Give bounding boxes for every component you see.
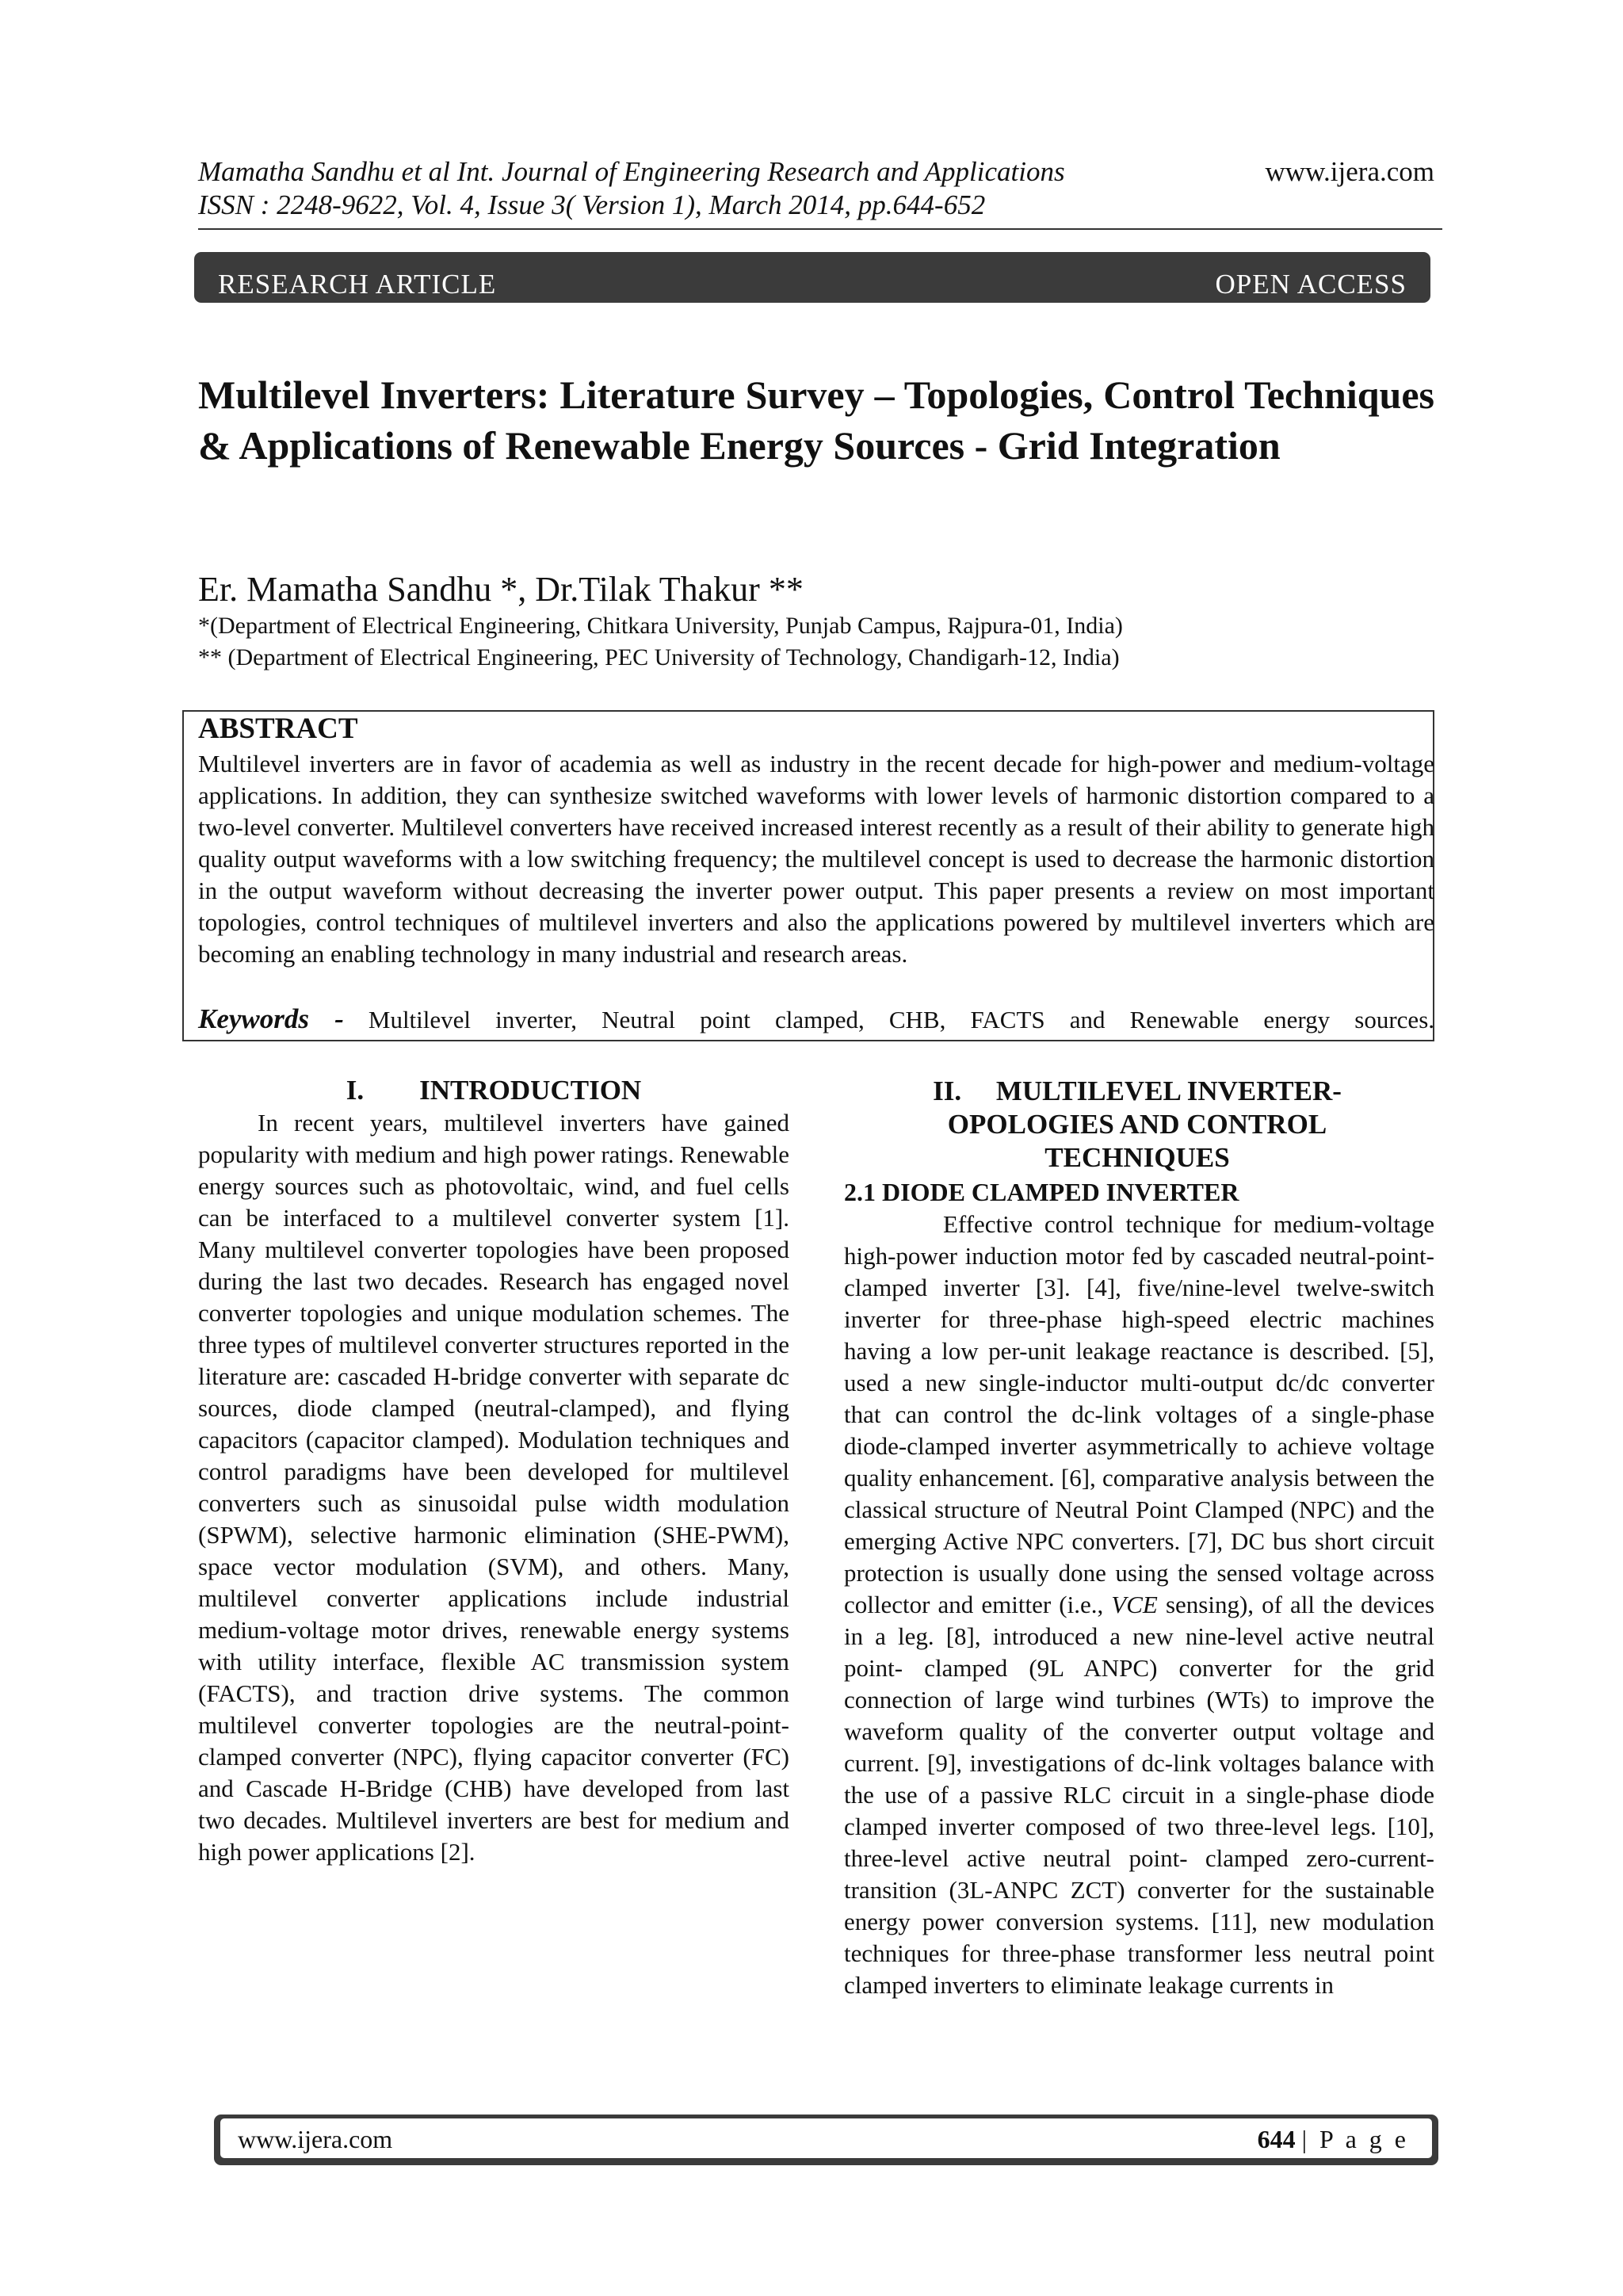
- keywords-line: [198, 1003, 1434, 1036]
- section-2-title-line2: OPOLOGIES AND CONTROL: [947, 1109, 1327, 1140]
- open-access-label: OPEN ACCESS: [1215, 269, 1407, 300]
- diode-clamped-text-2: sensing), of all the devices in a leg. [8], introduced a new nine-level active neutral point- clamped (9L ANPC) converter for the grid connection of large wind turbines (WTs) to improve the waveform quality of the converter output voltage and current. [9], investigations of dc-link voltages balance with the use of a passive RLC circuit in a single-phase diode clamped inverter composed of two three-level legs. [10], three-level active neutral point- clamped zero-current-transition (3L-ANPC ZCT) converter for the sustainable energy power conversion systems. [11], new modulation techniques for three-phase transformer less neutral point clamped inverters to eliminate leakage currents in: [844, 1591, 1435, 1999]
- diode-clamped-text-1: Effective control technique for medium-voltage high-power induction motor fed by cascaded neutral-point-clamped inverter [3]. [4], five/nine-level twelve-switch inverter for three-phase high-speed electric machines having a low per-unit leakage reactance is described. [5], used a new single-inductor multi-output dc/dc converter that can control the dc-link voltages of a single-phase diode-clamped inverter asymmetrically to achieve voltage quality enhancement. [6], comparative analysis between the classical structure of Neutral Point Clamped (NPC) and the emerging Active NPC converters. [7], DC bus short circuit protection is usually done using the sensed voltage across collector and emitter (i.e.,: [844, 1210, 1434, 1618]
- article-type-banner: [194, 252, 1430, 303]
- affiliation-2: ** (Department of Electrical Engineering, PEC University of Technology, Chandigarh-12, India): [198, 644, 1120, 670]
- vce-symbol: VCE: [1111, 1591, 1158, 1618]
- keywords-list: Multilevel inverter, Neutral point clamped, CHB, FACTS and Renewable energy sources.: [368, 1006, 1435, 1033]
- research-article-label: RESEARCH ARTICLE: [218, 269, 497, 300]
- section-1-title: INTRODUCTION: [419, 1075, 642, 1106]
- section-2-heading: [844, 1075, 1430, 1175]
- header-site-link[interactable]: www.ijera.com: [1265, 156, 1434, 187]
- page-number: [1258, 2122, 1409, 2156]
- footer-site-link[interactable]: www.ijera.com: [238, 2125, 393, 2153]
- subsection-2-1-heading: 2.1 DIODE CLAMPED INVERTER: [844, 1178, 1239, 1206]
- diode-clamped-body: [844, 1209, 1434, 2001]
- header-divider: [198, 228, 1442, 230]
- section-2-number: II.: [933, 1075, 962, 1106]
- running-header: [198, 155, 1434, 222]
- section-2-title-line1: MULTILEVEL INVERTER-: [995, 1075, 1342, 1106]
- page-number-value: 644: [1257, 2125, 1296, 2153]
- paper-title: Multilevel Inverters: Literature Survey – Topologies, Control Techniques & Applications of Renewable Energy Sources - Grid Integration: [198, 372, 1434, 468]
- page-label: | P a g e: [1301, 2125, 1409, 2153]
- section-1-number: I.: [346, 1075, 365, 1106]
- abstract-heading: ABSTRACT: [198, 712, 358, 745]
- section-1-heading: [198, 1075, 789, 1106]
- issn-line: ISSN : 2248-9622, Vol. 4, Issue 3( Version 1), March 2014, pp.644-652: [198, 189, 986, 220]
- keywords-label: Keywords -: [198, 1003, 344, 1034]
- author-names: Er. Mamatha Sandhu *, Dr.Tilak Thakur **: [198, 570, 804, 609]
- affiliation-1: *(Department of Electrical Engineering, Chitkara University, Punjab Campus, Rajpura-01, India): [198, 613, 1123, 639]
- footer-bar: [214, 2115, 1438, 2165]
- section-2-title-line3: TECHNIQUES: [1044, 1142, 1230, 1173]
- abstract-body: Multilevel inverters are in favor of academia as well as industry in the recent decade for high-power and medium-voltage applications. In addition, they can synthesize switched waveforms with lower levels of harmonic distortion compared to a two-level converter. Multilevel converters have received increased interest recently as a result of their ability to generate high quality output waveforms with a low switching frequency; the multilevel concept is used to decrease the harmonic distortion in the output waveform without decreasing the inverter power output. This paper presents a review on most important topologies, control techniques of multilevel inverters and also the applications powered by multilevel inverters which are becoming an enabling technology in many industrial and research areas.: [198, 750, 1434, 968]
- introduction-body: In recent years, multilevel inverters have gained popularity with medium and high power ratings. Renewable energy sources such as photovoltaic, wind, and fuel cells can be interfaced to a multilevel converter system [1]. Many multilevel converter topologies have been proposed during the last two decades. Research has engaged novel converter topologies and unique modulation schemes. The three types of multilevel converter structures reported in the literature are: cascaded H-bridge converter with separate dc sources, diode clamped (neutral-clamped), and flying capacitors (capacitor clamped). Modulation techniques and control paradigms have been developed for multilevel converters such as sinusoidal pulse width modulation (SPWM), selective harmonic elimination (SHE-PWM), space vector modulation (SVM), and others. Many, multilevel converter applications include industrial medium-voltage motor drives, renewable energy systems with utility interface, flexible AC transmission system (FACTS), and traction drive systems. The common multilevel converter topologies are the neutral-point-clamped converter (NPC), flying capacitor converter (FC) and Cascade H-Bridge (CHB) have developed from last two decades. Multilevel inverters are best for medium and high power applications [2].: [198, 1109, 789, 1866]
- journal-citation-line: Mamatha Sandhu et al Int. Journal of Engineering Research and Applications: [198, 156, 1065, 187]
